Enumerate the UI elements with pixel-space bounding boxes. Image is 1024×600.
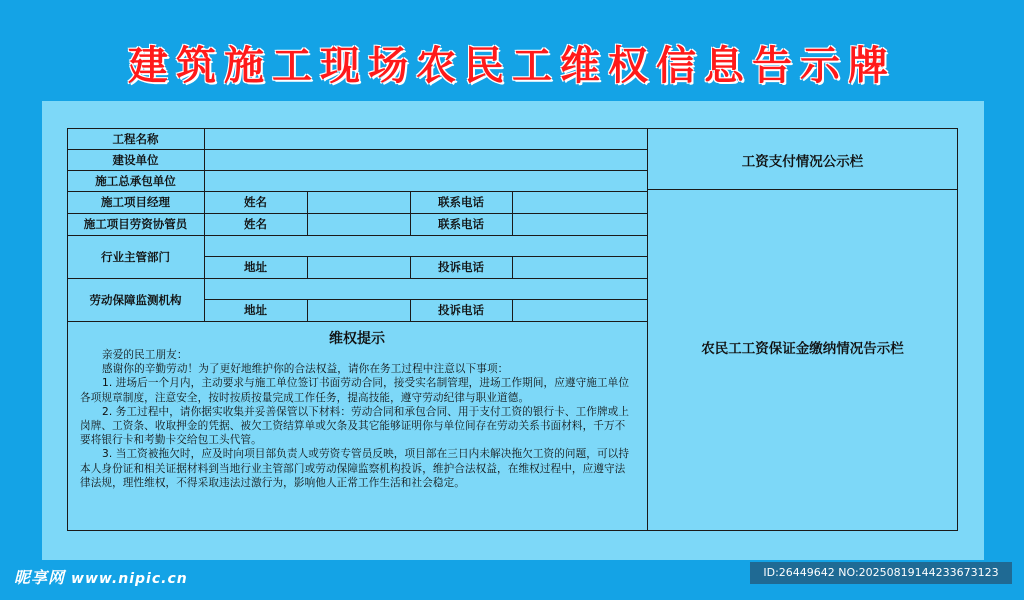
- col-divider: [512, 256, 513, 278]
- deposit-notice-title: 农民工工资保证金缴纳情况告示栏: [701, 341, 904, 357]
- label-project-manager: 施工项目经理: [101, 195, 170, 209]
- label-address: 地址: [244, 303, 267, 317]
- label-complaint-phone: 投诉电话: [438, 303, 484, 317]
- notice-greeting: 亲爱的民工朋友：: [102, 349, 188, 361]
- col-divider: [512, 191, 513, 235]
- col-divider: [512, 299, 513, 321]
- col-divider: [307, 299, 308, 321]
- label-name: 姓名: [244, 195, 267, 209]
- label-address: 地址: [244, 260, 267, 274]
- image-id-watermark: ID:26449642 NO:20250819144233673123: [750, 562, 1012, 584]
- right-divider: [647, 189, 958, 190]
- page-title: 建筑施工现场农民工维权信息告示牌: [128, 43, 896, 89]
- label-phone: 联系电话: [438, 217, 484, 231]
- notice-item: 2. 务工过程中，请你据实收集并妥善保管以下材料：劳动合同和承包合同、用于支付工资的银行卡、工作牌或上岗牌、工资条、收取押金的凭据、被欠工资结算单或欠条及其它能够证明你与单位间存在劳动关系书面材料，千万不要将银行卡和考勤卡交给包工头代管。: [80, 405, 630, 447]
- row-divider: [67, 321, 647, 322]
- notice-item: 3. 当工资被拖欠时，应及时向项目部负责人或劳资专管员反映，项目部在三日内未解决拖欠工资的问题，可以持本人身份证和相关证据材料到当地行业主管部门或劳动保障监察机构投诉，维护合法权益，在维权过程中，应遵守法律法规，理性维权，不得采取违法过激行为，影响他人正常工作生活和社会稳定。: [80, 448, 630, 489]
- site-url: www.nipic.cn: [71, 571, 188, 587]
- site-name: 昵享网: [14, 568, 66, 587]
- label-name: 姓名: [244, 217, 267, 231]
- wage-payment-title: 工资支付情况公示栏: [741, 154, 864, 170]
- notice-intro: 感谢你的辛勤劳动！为了更好地维护你的合法权益，请你在务工过程中注意以下事项：: [102, 363, 509, 376]
- label-project-name: 工程名称: [112, 131, 159, 146]
- notice-title: 维权提示: [329, 331, 385, 347]
- label-labor-monitor: 劳动保障监测机构: [89, 292, 182, 307]
- label-construction-unit: 建设单位: [112, 152, 159, 167]
- label-industry-dept: 行业主管部门: [101, 249, 170, 264]
- col-divider: [307, 256, 308, 278]
- notice-body: [80, 348, 636, 490]
- label-labor-coordinator: 施工项目劳资协管员: [83, 217, 188, 231]
- site-watermark: [14, 565, 188, 588]
- col-divider: [647, 128, 648, 531]
- label-general-contractor: 施工总承包单位: [95, 173, 176, 188]
- notice-item: 1. 进场后一个月内，主动要求与施工单位签订书面劳动合同，接受实名制管理，进场工作期间，应遵守施工单位各项规章制度，注意安全，按时按质按量完成工作任务，提高技能，遵守劳动纪律与职业道德。: [80, 377, 630, 404]
- label-phone: 联系电话: [438, 195, 484, 209]
- col-divider: [307, 191, 308, 235]
- label-complaint-phone: 投诉电话: [438, 260, 484, 274]
